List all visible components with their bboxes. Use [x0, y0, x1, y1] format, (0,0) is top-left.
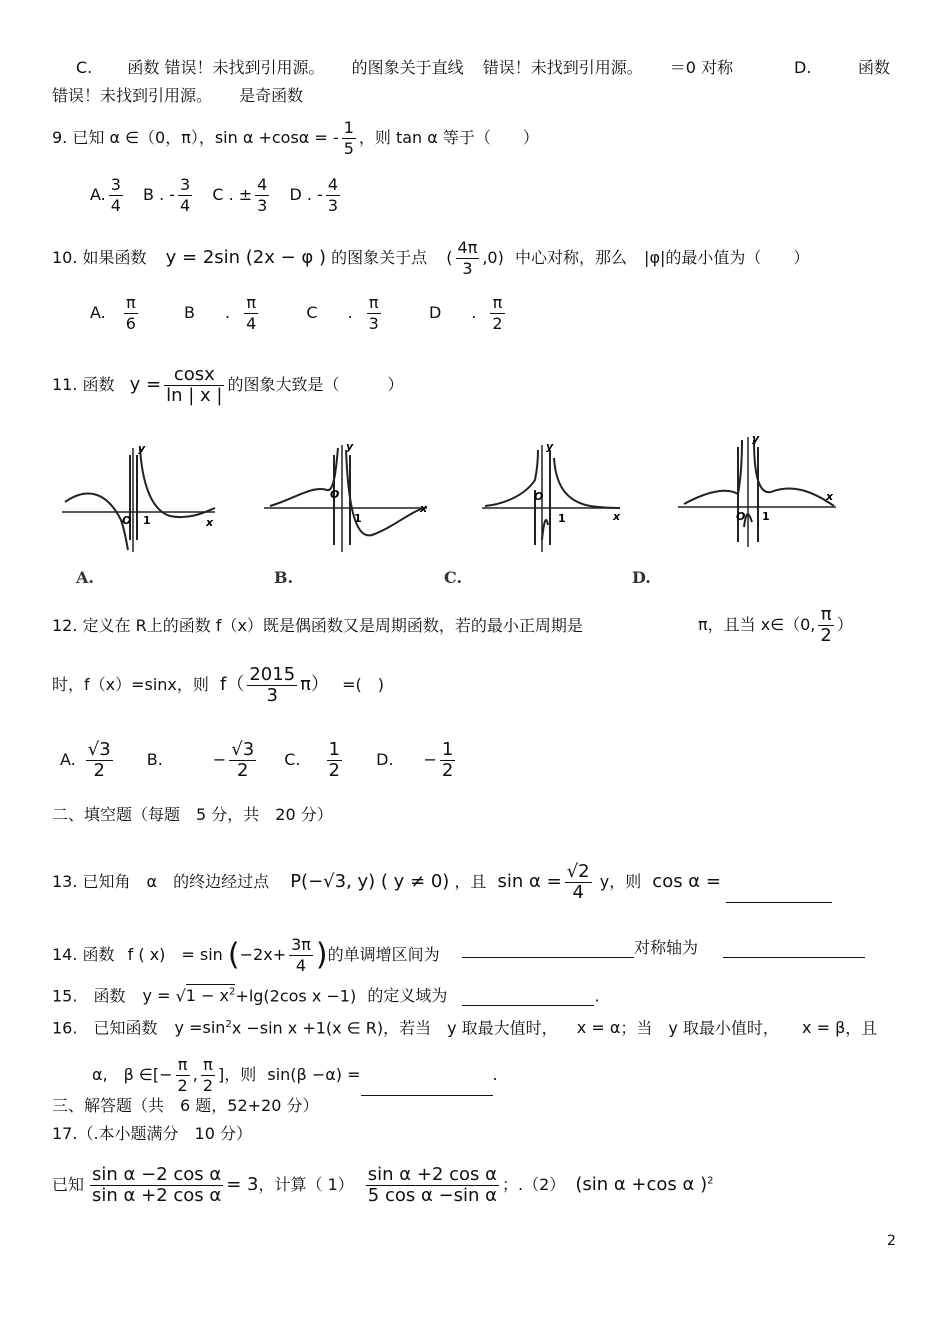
minus-sign: − [212, 750, 227, 769]
paren-close: ) [315, 937, 328, 973]
q12-option-a-label: A. [60, 750, 76, 769]
numerator: √3 [87, 739, 111, 760]
q12-stem-line1 [52, 616, 583, 636]
q11-fraction [164, 365, 224, 406]
q17-body: 已知 $\frac{\text{sin α −2 cos α}}{\text{sin α +2 cos α}}$ = 3，计算（ 1） $\frac{\text{sin α +2 cos α}}{\text{5 cos α −sin α}}$ ；.（2） (sin α +cos α )$^2$ [52, 1164, 714, 1206]
q16-stem-text: ，且 [845, 1018, 878, 1038]
q16-fraction [176, 1055, 190, 1096]
q13-point: P(−√3, y) ( y ≠ 0) [290, 871, 450, 892]
numerator: 3 [180, 175, 191, 194]
q8-text: 函数 [858, 58, 891, 77]
q10-option-a-value [124, 293, 138, 334]
q9-option-a-label: A. [90, 185, 106, 204]
numerator: cosx [164, 365, 224, 386]
dot: . [471, 303, 477, 322]
q12-stem-text: 时，f（x）=sinx，则 [52, 675, 209, 694]
tick-label: 1 [558, 512, 566, 525]
q8-text: 是奇函数 [239, 86, 304, 105]
tick-label: 1 [354, 512, 362, 525]
origin-label: O [330, 488, 340, 501]
numerator: 2015 [249, 664, 296, 685]
tick-label: 1 [143, 514, 151, 527]
q17-stem-text: ，计算（ 1） [258, 1175, 354, 1194]
q11-stem-text: 的图象大致是（ ） [227, 375, 404, 394]
page-number: 2 [887, 1233, 896, 1249]
q10-abs-phi: |φ| [644, 248, 666, 267]
denominator: 6 [125, 314, 136, 333]
q14-stem-text: 14. 函数 [52, 945, 115, 964]
q10-option-b-label: B [184, 303, 196, 322]
q13-stem [52, 862, 832, 903]
q10-options [90, 293, 508, 334]
q10-point-open: ( [446, 248, 453, 267]
q10-option-b-value [244, 293, 258, 334]
q12-stem-text: 12. 定义在 R上的函数 f（x）既是偶函数又是周期函数，若的最小正周期是 [52, 616, 583, 635]
q8-line1 [76, 58, 733, 78]
q16-stem-text: ，则 [224, 1065, 257, 1084]
numerator: √2 [566, 861, 590, 882]
numerator: sin α +2 cos α [367, 1164, 498, 1185]
q13-answer-blank[interactable] [726, 884, 832, 903]
axis-x-label: x [420, 502, 428, 515]
q13-stem-text: ，且 [454, 872, 487, 891]
q9-fraction [342, 118, 356, 159]
q17-given-fraction [90, 1165, 223, 1206]
q8-error-ref: 错误！未找到引用源。 [164, 58, 325, 77]
q13-fraction [565, 862, 592, 903]
q15-sqrt-content: 1 − x [185, 986, 230, 1006]
q12-option-b-value [229, 740, 256, 781]
q15-function: y = [142, 986, 176, 1006]
q10-stem-text: 的图象关于点 [331, 248, 428, 267]
denominator: 2 [441, 760, 454, 781]
q9-option-c-value [255, 175, 269, 216]
q14-inner: −2x+ [239, 945, 287, 964]
numerator: π [367, 293, 381, 314]
q10-option-d-label: D [428, 303, 442, 322]
q10-option-c-value [367, 293, 381, 334]
q12-f-open: f（ [220, 674, 245, 695]
q17-stem-text: 已知 [52, 1175, 85, 1194]
q14-increasing-interval-blank[interactable] [462, 939, 634, 958]
q8-text: 的图象关于直线 [351, 58, 464, 77]
q14-blank-row [462, 938, 865, 958]
q8-error-ref: 错误！未找到引用源。 [482, 58, 643, 77]
numerator: 3π [291, 935, 311, 954]
q14-function: f ( x) = sin [127, 945, 223, 964]
q11-graph-a [60, 440, 220, 555]
axis-x-label: x [613, 510, 621, 523]
origin-label: O [534, 490, 544, 503]
q9-option-b-value [178, 175, 192, 216]
q12-option-a-value [86, 740, 113, 781]
q10-stem-text: 的最小值为（ ） [665, 248, 810, 267]
q17-part2-expr: (sin α +cos α ) [575, 1174, 708, 1195]
q15-stem-text: 15. 函数 [52, 986, 126, 1006]
numerator: √3 [231, 739, 255, 760]
q12-stem-text: ） [836, 615, 853, 634]
q10-stem-text: 中心对称，那么 [514, 248, 627, 267]
q16-stem-text: α, β ∈[− [92, 1065, 173, 1084]
q11-graph-d [676, 432, 841, 552]
axis-y-label: y [346, 440, 354, 453]
q12-stem-text: π，且当 x∈（0, [698, 615, 816, 634]
q15-sqrt: $1 - x^2$ [185, 986, 236, 1006]
numerator: π [176, 1055, 190, 1076]
q16-x-beta: x = β [802, 1018, 846, 1038]
q11-graph-d-label: D. [632, 568, 651, 587]
axis-y-label: y [138, 442, 146, 455]
denominator: 3 [266, 685, 278, 706]
denominator: 2 [177, 1076, 188, 1095]
q17-title: 17.（.本小题满分 10 分） [52, 1124, 252, 1143]
numerator: π [490, 293, 504, 314]
q14-stem-text: 的单调增区间为 [327, 945, 440, 964]
q11-graph-c-label: C. [444, 568, 463, 587]
q14-stem [52, 935, 440, 976]
q8-line2 [52, 86, 303, 106]
q12-stem-text: =( ) [342, 675, 384, 694]
q10-stem [52, 238, 809, 279]
numerator: π [124, 293, 138, 314]
q12-option-c-label: C. [284, 750, 301, 769]
q12-option-b-label: B. [146, 750, 163, 769]
q9-option-d-value [326, 175, 340, 216]
denominator: 3 [462, 259, 473, 278]
q10-stem-text: 10. 如果函数 [52, 248, 147, 267]
numerator: π [201, 1055, 215, 1076]
axis-y-label: y [752, 432, 760, 445]
denominator: 4 [110, 196, 121, 215]
q10-point-close: ,0) [482, 248, 504, 267]
q10-point-fraction [456, 238, 480, 279]
q16-x-alpha: x = α [576, 1018, 621, 1038]
q17-given-eq: = 3 [226, 1174, 259, 1195]
q8-text: ＝0 对称 [669, 58, 734, 77]
q10-function: y = 2sin (2x − φ ) [165, 247, 327, 268]
q15-function: +lg(2cos x −1) [235, 986, 357, 1006]
q15-period: . [594, 986, 600, 1006]
numerator: 1 [441, 739, 454, 760]
q12-option-d-label: D. [376, 750, 394, 769]
denominator: 4 [572, 882, 584, 903]
q9-option-b-label: B . - [143, 185, 176, 204]
denominator: 2 [202, 1076, 213, 1095]
tick-label: 1 [762, 510, 770, 523]
q12-stem-line1b [698, 605, 853, 646]
denominator: 2 [328, 760, 340, 781]
paren-open: ( [227, 937, 240, 973]
denominator: 4 [180, 196, 191, 215]
q13-cos-eq: cos α = [652, 871, 721, 892]
q13-stem-text: y，则 [599, 872, 642, 891]
q17-part1-fraction [366, 1165, 499, 1206]
q16-stem-text: 16. 已知函数 [52, 1018, 158, 1038]
q11-stem-text: 11. 函数 [52, 375, 115, 394]
q16-line1: 16. 已知函数 $y =\sin^2x -\sin$ x +1(x ∈ R)，若当 y 取最大值时， x = α；当 y 取最小值时， x = β，且 [52, 1018, 878, 1038]
denominator: 3 [327, 196, 338, 215]
denominator: 5 cos α −sin α [367, 1185, 498, 1206]
q13-stem-text: 13. 已知角 α 的终边经过点 [52, 872, 270, 891]
origin-label: O [736, 510, 746, 523]
numerator: 3 [110, 175, 121, 194]
numerator: π [244, 293, 258, 314]
q11-graph-b [262, 440, 432, 555]
q11-graph-c [480, 440, 630, 555]
denominator: sin α +2 cos α [92, 1185, 222, 1206]
denominator: 4 [295, 956, 307, 975]
axis-y-label: y [546, 440, 554, 453]
minus-sign: − [423, 750, 437, 769]
q9-options [90, 175, 343, 216]
q17-stem-text: ；.（2） [502, 1175, 566, 1194]
origin-label: O [122, 514, 132, 527]
section-2-heading: 二、填空题（每题 5 分，共 20 分） [52, 805, 333, 824]
dot: . [347, 303, 353, 322]
q16-fraction [201, 1055, 215, 1096]
q8-error-ref: 错误！未找到引用源。 [52, 86, 213, 105]
numerator: 4π [457, 238, 478, 257]
q16-line2 [92, 1055, 498, 1096]
q12-interval-fraction [818, 605, 833, 646]
bracket-close: ] [218, 1065, 225, 1084]
q14-axis-blank[interactable] [723, 939, 865, 958]
q9-stem-text: 9. 已知 α ∈（0，π），sin α +cosα = - [52, 128, 339, 147]
q11-y-eq: y = [129, 374, 162, 395]
denominator: 3 [368, 314, 379, 333]
q8-option-d-label: D. [794, 58, 812, 77]
q9-stem-text: ，则 tan α 等于（ ） [358, 128, 539, 147]
q11-stem [52, 365, 403, 406]
q10-option-c-label: C [306, 303, 318, 322]
denominator: 2 [492, 314, 503, 333]
q16-answer-blank[interactable] [361, 1077, 493, 1096]
numerator: 1 [328, 739, 340, 760]
q15-answer-blank[interactable] [462, 987, 594, 1006]
q15-stem: 15. 函数 $y = √1 - x^2+\lg(2\cos$ x −1) 的定义域为 . [52, 986, 600, 1006]
numerator: 1 [343, 118, 354, 137]
q9-option-a-value [109, 175, 123, 216]
dot: . [225, 303, 231, 322]
q10-option-d-value [490, 293, 504, 334]
denominator: 4 [246, 314, 257, 333]
q12-option-c-value [327, 740, 342, 781]
q14-fraction [289, 935, 313, 976]
q12-option-d-value [440, 740, 455, 781]
q8-text: 函数 [127, 58, 160, 77]
q8-option-c-label: C. [76, 58, 93, 77]
q16-stem-text: ；当 y 取最小值时， [620, 1018, 779, 1038]
q12-f-close: π） [300, 674, 329, 695]
q10-option-a-label: A. [90, 303, 106, 322]
numerator: 4 [327, 175, 338, 194]
denominator: 5 [343, 139, 354, 158]
q11-graph-a-label: A. [76, 568, 94, 587]
denominator: 2 [93, 760, 105, 781]
numerator: 4 [257, 175, 268, 194]
denominator: ln | x | [166, 385, 223, 406]
q16-function: y =sin [174, 1018, 226, 1038]
axis-x-label: x [826, 490, 834, 503]
axis-x-label: x [206, 516, 214, 529]
numerator: sin α −2 cos α [92, 1164, 222, 1185]
q9-stem [52, 118, 539, 159]
numerator: π [818, 605, 833, 626]
denominator: 3 [257, 196, 268, 215]
q11-graph-b-label: B. [274, 568, 294, 587]
q12-f-fraction [247, 665, 297, 706]
q9-option-d-label: D . - [289, 185, 323, 204]
q14-stem-text: 对称轴为 [634, 938, 699, 957]
comma: , [192, 1065, 198, 1084]
q12-stem-line2 [52, 665, 384, 706]
q15-stem-text: 的定义域为 [367, 986, 448, 1006]
section-3-heading: 三、解答题（共 6 题，52+20 分） [52, 1096, 319, 1115]
q13-sin-eq: sin α = [497, 871, 562, 892]
q16-function: x −sin x +1(x ∈ R) [231, 1018, 384, 1038]
denominator: 2 [236, 760, 249, 781]
q16-expression: sin(β −α) = [267, 1065, 361, 1084]
q9-option-c-label: C . ± [212, 185, 253, 204]
q12-options [60, 740, 458, 781]
q16-stem-text: ，若当 y 取最大值时， [383, 1018, 558, 1038]
denominator: 2 [820, 625, 832, 646]
q16-period: . [492, 1065, 498, 1084]
